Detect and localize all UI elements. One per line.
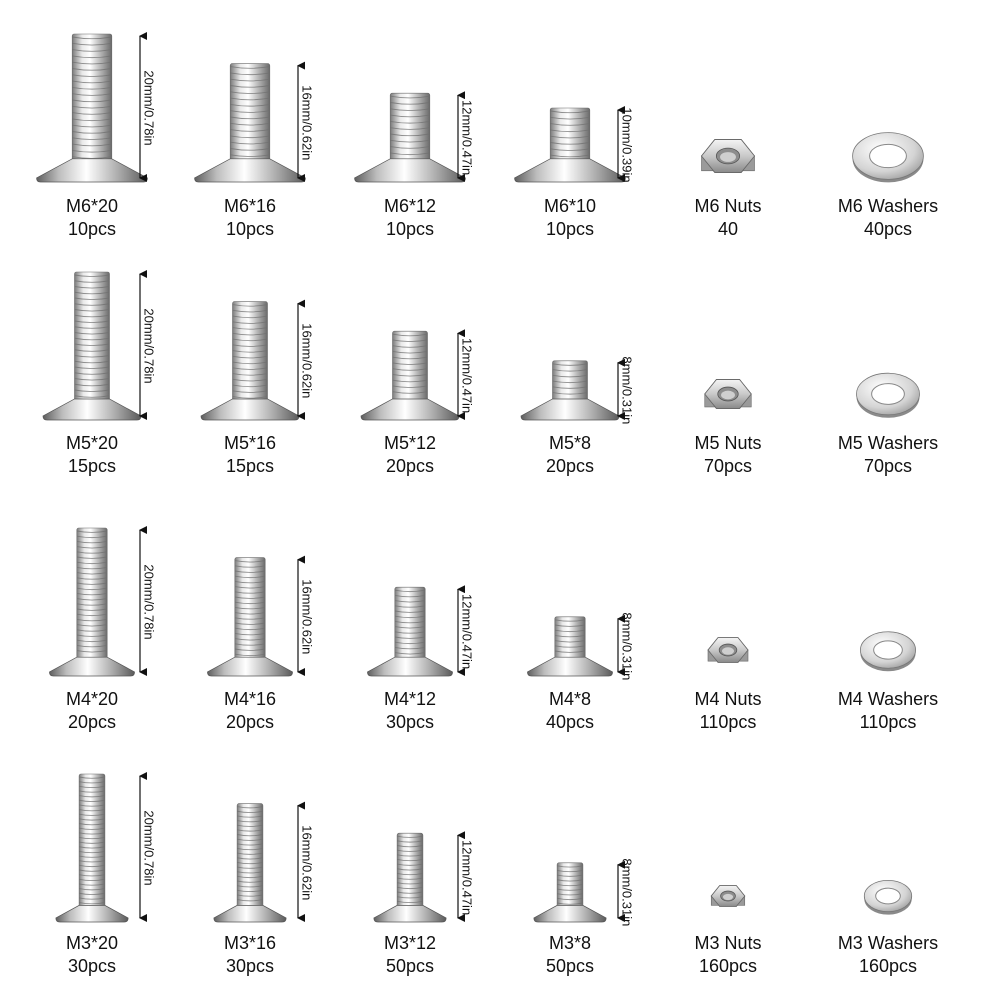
bolt-label	[170, 432, 330, 478]
bolt-label	[170, 932, 330, 978]
bolt-label	[330, 432, 490, 478]
bolt-label	[330, 932, 490, 978]
nut-label	[648, 688, 808, 734]
dimension-label: 12mm/0.47in	[459, 100, 475, 176]
part-name: M5*20	[65, 433, 119, 453]
part-name: M5 Nuts	[694, 433, 762, 453]
part-quantity: 40	[717, 219, 739, 239]
part-quantity: 50pcs	[385, 956, 435, 976]
bolt-label	[330, 688, 490, 734]
dimension-label: 10mm/0.39in	[619, 107, 635, 183]
washer-M3	[864, 880, 911, 914]
washer-M6	[853, 133, 924, 183]
part-quantity: 15pcs	[67, 456, 117, 476]
part-name: M3 Nuts	[694, 933, 762, 953]
part-name: M4*16	[223, 689, 277, 709]
bolt-label	[490, 432, 650, 478]
part-name: M4 Nuts	[694, 689, 762, 709]
dimension-label: 16mm/0.62in	[299, 825, 315, 901]
part-quantity: 160pcs	[858, 956, 918, 976]
part-name: M4 Washers	[837, 689, 939, 709]
bolt-m4x20	[49, 528, 156, 676]
bolt-label	[170, 688, 330, 734]
part-quantity: 20pcs	[385, 456, 435, 476]
dimension-label: 16mm/0.62in	[299, 323, 315, 399]
bolt-m5x16	[201, 302, 315, 420]
hex-nut-M6	[702, 140, 755, 173]
part-name: M3*8	[548, 933, 592, 953]
bolt-m4x12	[367, 587, 474, 676]
part-quantity: 110pcs	[859, 712, 917, 732]
part-quantity: 10pcs	[225, 219, 275, 239]
part-name: M5 Washers	[837, 433, 939, 453]
bolt-label	[12, 432, 172, 478]
bolt-label	[12, 195, 172, 241]
bolt-m3x16	[214, 804, 315, 922]
bolt-m4x16	[207, 558, 314, 676]
hex-nut-M5	[705, 380, 752, 409]
bolt-m5x8	[521, 356, 635, 424]
bolt-label	[12, 688, 172, 734]
washer-label	[808, 932, 968, 978]
dimension-label: 12mm/0.47in	[459, 338, 475, 414]
part-quantity: 10pcs	[545, 219, 595, 239]
part-name: M5*12	[383, 433, 437, 453]
part-name: M4*8	[548, 689, 592, 709]
part-name: M6*16	[223, 196, 277, 216]
bolt-label	[170, 195, 330, 241]
bolt-m3x20	[56, 774, 157, 922]
washer-label	[808, 195, 968, 241]
hex-nut-M4	[708, 638, 748, 663]
part-quantity: 15pcs	[225, 456, 275, 476]
washer-M4	[860, 632, 915, 671]
part-name: M5*8	[548, 433, 592, 453]
part-quantity: 20pcs	[225, 712, 275, 732]
part-name: M3*20	[65, 933, 119, 953]
part-name: M6*12	[383, 196, 437, 216]
part-name: M6 Nuts	[694, 196, 762, 216]
bolt-m4x8	[527, 612, 634, 680]
dimension-label: 20mm/0.78in	[141, 70, 157, 146]
dimension-label: 16mm/0.62in	[299, 85, 315, 161]
nut-label	[648, 932, 808, 978]
part-quantity: 70pcs	[863, 456, 913, 476]
dimension-label: 12mm/0.47in	[459, 594, 475, 670]
dimension-label: 16mm/0.62in	[299, 579, 315, 655]
dimension-label: 20mm/0.78in	[141, 564, 157, 640]
washer-M5	[857, 373, 920, 418]
part-name: M6*10	[543, 196, 597, 216]
washer-label	[808, 688, 968, 734]
part-quantity: 40pcs	[863, 219, 913, 239]
nut-label	[648, 432, 808, 478]
dimension-label: 12mm/0.47in	[459, 840, 475, 916]
bolt-m5x12	[361, 331, 475, 420]
part-name: M3*12	[383, 933, 437, 953]
bolt-m3x12	[374, 833, 475, 922]
part-name: M6 Washers	[837, 196, 939, 216]
part-quantity: 160pcs	[698, 956, 758, 976]
bolt-m6x20	[37, 34, 157, 182]
part-quantity: 40pcs	[545, 712, 595, 732]
part-quantity: 30pcs	[225, 956, 275, 976]
bolt-m5x20	[43, 272, 157, 420]
part-name: M4*20	[65, 689, 119, 709]
part-quantity: 70pcs	[703, 456, 753, 476]
part-quantity: 30pcs	[67, 956, 117, 976]
washer-label	[808, 432, 968, 478]
part-quantity: 20pcs	[67, 712, 117, 732]
part-quantity: 110pcs	[699, 712, 757, 732]
nut-label	[648, 195, 808, 241]
hex-nut-M3	[711, 886, 745, 907]
dimension-label: 20mm/0.78in	[141, 810, 157, 886]
part-name: M6*20	[65, 196, 119, 216]
bolt-label	[490, 195, 650, 241]
part-quantity: 20pcs	[545, 456, 595, 476]
part-name: M4*12	[383, 689, 437, 709]
bolt-label	[12, 932, 172, 978]
bolt-m3x8	[534, 858, 635, 926]
bolt-label	[330, 195, 490, 241]
part-name: M3*16	[223, 933, 277, 953]
bolt-m6x12	[355, 93, 475, 182]
bolt-label	[490, 688, 650, 734]
part-quantity: 50pcs	[545, 956, 595, 976]
part-quantity: 10pcs	[67, 219, 117, 239]
part-name: M3 Washers	[837, 933, 939, 953]
bolt-label	[490, 932, 650, 978]
part-name: M5*16	[223, 433, 277, 453]
dimension-label: 8mm/0.31in	[619, 356, 635, 425]
dimension-label: 8mm/0.31in	[619, 858, 635, 927]
dimension-label: 8mm/0.31in	[619, 612, 635, 681]
bolt-m6x10	[515, 107, 635, 182]
bolt-m6x16	[195, 64, 315, 182]
part-quantity: 30pcs	[385, 712, 435, 732]
part-quantity: 10pcs	[385, 219, 435, 239]
dimension-label: 20mm/0.78in	[141, 308, 157, 384]
